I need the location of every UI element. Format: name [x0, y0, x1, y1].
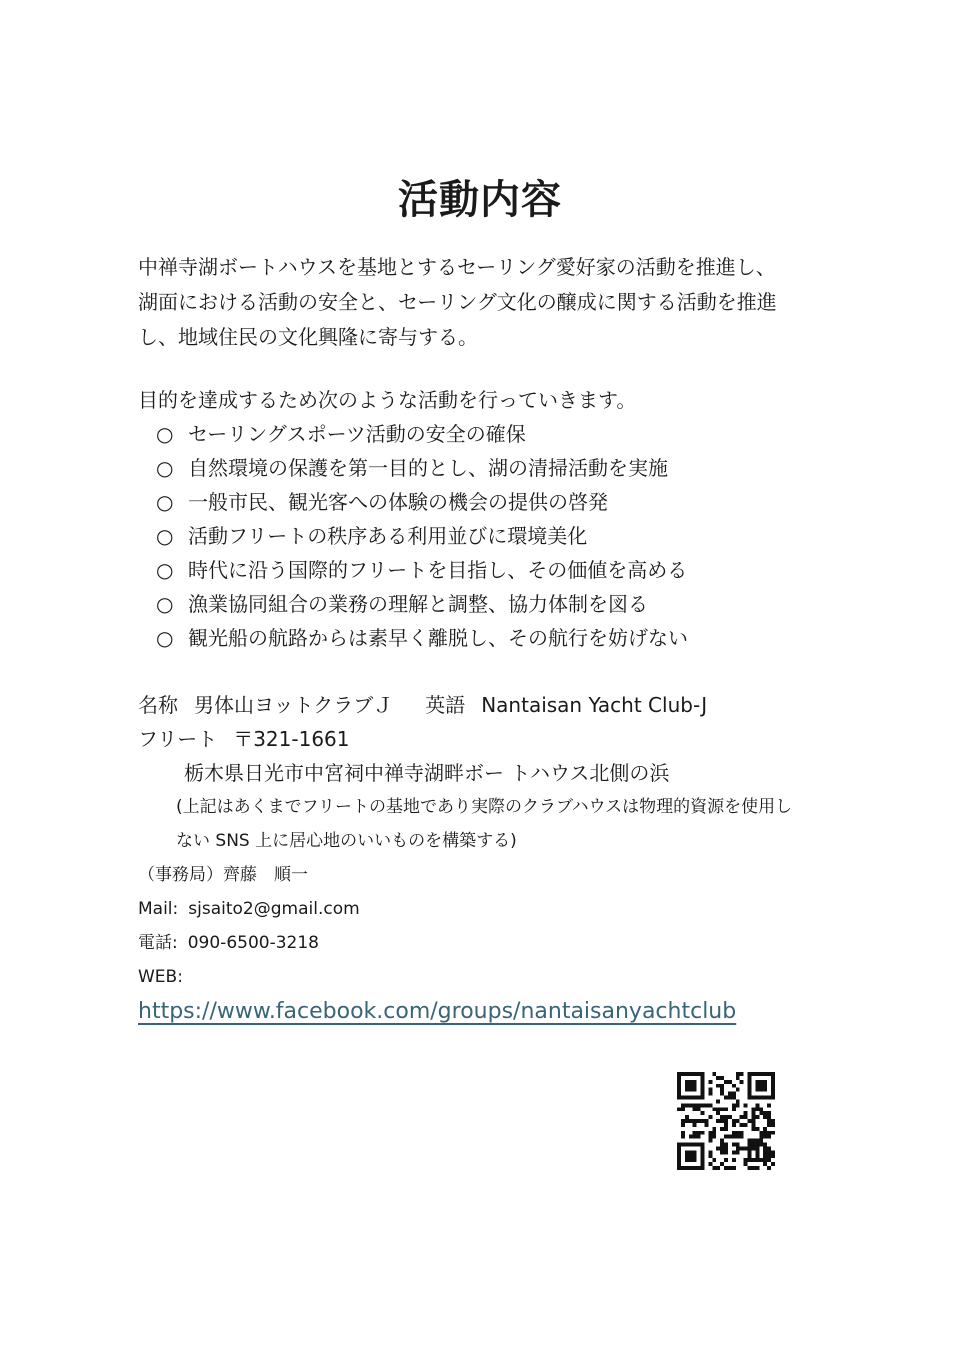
circle-bullet-icon: ○ — [156, 456, 174, 480]
circle-bullet-icon: ○ — [156, 626, 174, 650]
phone-value: 090-6500-3218 — [187, 933, 319, 953]
intro-line: 中禅寺湖ボートハウスを基地とするセーリング愛好家の活動を推進し、 — [138, 255, 776, 279]
name-label: 名称 — [138, 693, 178, 717]
phone-label: 電話: — [138, 933, 178, 953]
activity-text: 自然環境の保護を第一目的とし、湖の清掃活動を実施 — [188, 456, 668, 480]
postal-code: 〒321-1661 — [233, 727, 350, 751]
office-line: （事務局）齊藤 順一 — [138, 865, 308, 885]
activity-text: 一般市民、観光客への体験の機会の提供の啓発 — [188, 490, 608, 514]
mail-line — [138, 892, 838, 926]
web-line — [138, 994, 838, 1029]
club-info — [138, 688, 838, 1029]
list-item — [156, 621, 858, 655]
intro-line: 湖面における活動の安全と、セーリング文化の醸成に関する活動を推進 — [138, 290, 777, 314]
note-line: (上記はあくまでフリートの基地であり実際のクラブハウスは物理的資源を使用し — [176, 797, 793, 817]
activity-text: 観光船の航路からは素早く離脱し、その航行を妨げない — [188, 626, 688, 650]
english-value: Nantaisan Yacht Club-J — [481, 693, 708, 717]
fleet-label: フリート — [138, 727, 218, 751]
activity-text: セーリングスポーツ活動の安全の確保 — [188, 422, 526, 446]
name-line — [138, 688, 838, 722]
list-item — [156, 553, 858, 587]
address-line: 栃木県日光市中宮祠中禅寺湖畔ボー トハウス北側の浜 — [184, 761, 670, 785]
list-item — [156, 417, 858, 451]
mail-value: sjsaito2@gmail.com — [188, 899, 360, 919]
activity-text: 活動フリートの秩序ある利用並びに環境美化 — [188, 524, 588, 548]
purpose-section — [138, 384, 858, 655]
phone-line — [138, 926, 838, 960]
intro-paragraph — [138, 250, 838, 355]
list-item — [156, 485, 858, 519]
intro-line: し、地域住民の文化興隆に寄与する。 — [138, 325, 478, 349]
circle-bullet-icon: ○ — [156, 422, 174, 446]
name-value: 男体山ヨットクラブＪ — [194, 693, 394, 717]
web-label: WEB: — [138, 967, 183, 987]
facebook-group-link[interactable]: https://www.facebook.com/groups/nantaisanyachtclub — [138, 999, 737, 1024]
circle-bullet-icon: ○ — [156, 558, 174, 582]
purpose-lead: 目的を達成するため次のような活動を行っていきます。 — [138, 388, 637, 412]
mail-label: Mail: — [138, 899, 179, 919]
fleet-line — [138, 722, 838, 756]
list-item — [156, 587, 858, 621]
page-title: 活動内容 — [398, 177, 562, 223]
circle-bullet-icon: ○ — [156, 490, 174, 514]
list-item — [156, 519, 858, 553]
circle-bullet-icon: ○ — [156, 592, 174, 616]
note-line: ない SNS 上に居心地のいいものを構築する) — [176, 831, 517, 851]
list-item — [156, 451, 858, 485]
circle-bullet-icon: ○ — [156, 524, 174, 548]
activity-list — [138, 417, 858, 655]
activity-text: 漁業協同組合の業務の理解と調整、協力体制を図る — [188, 592, 648, 616]
qr-code-icon — [677, 1072, 775, 1170]
english-label: 英語 — [425, 693, 466, 717]
activity-text: 時代に沿う国際的フリートを目指し、その価値を高める — [188, 558, 688, 582]
